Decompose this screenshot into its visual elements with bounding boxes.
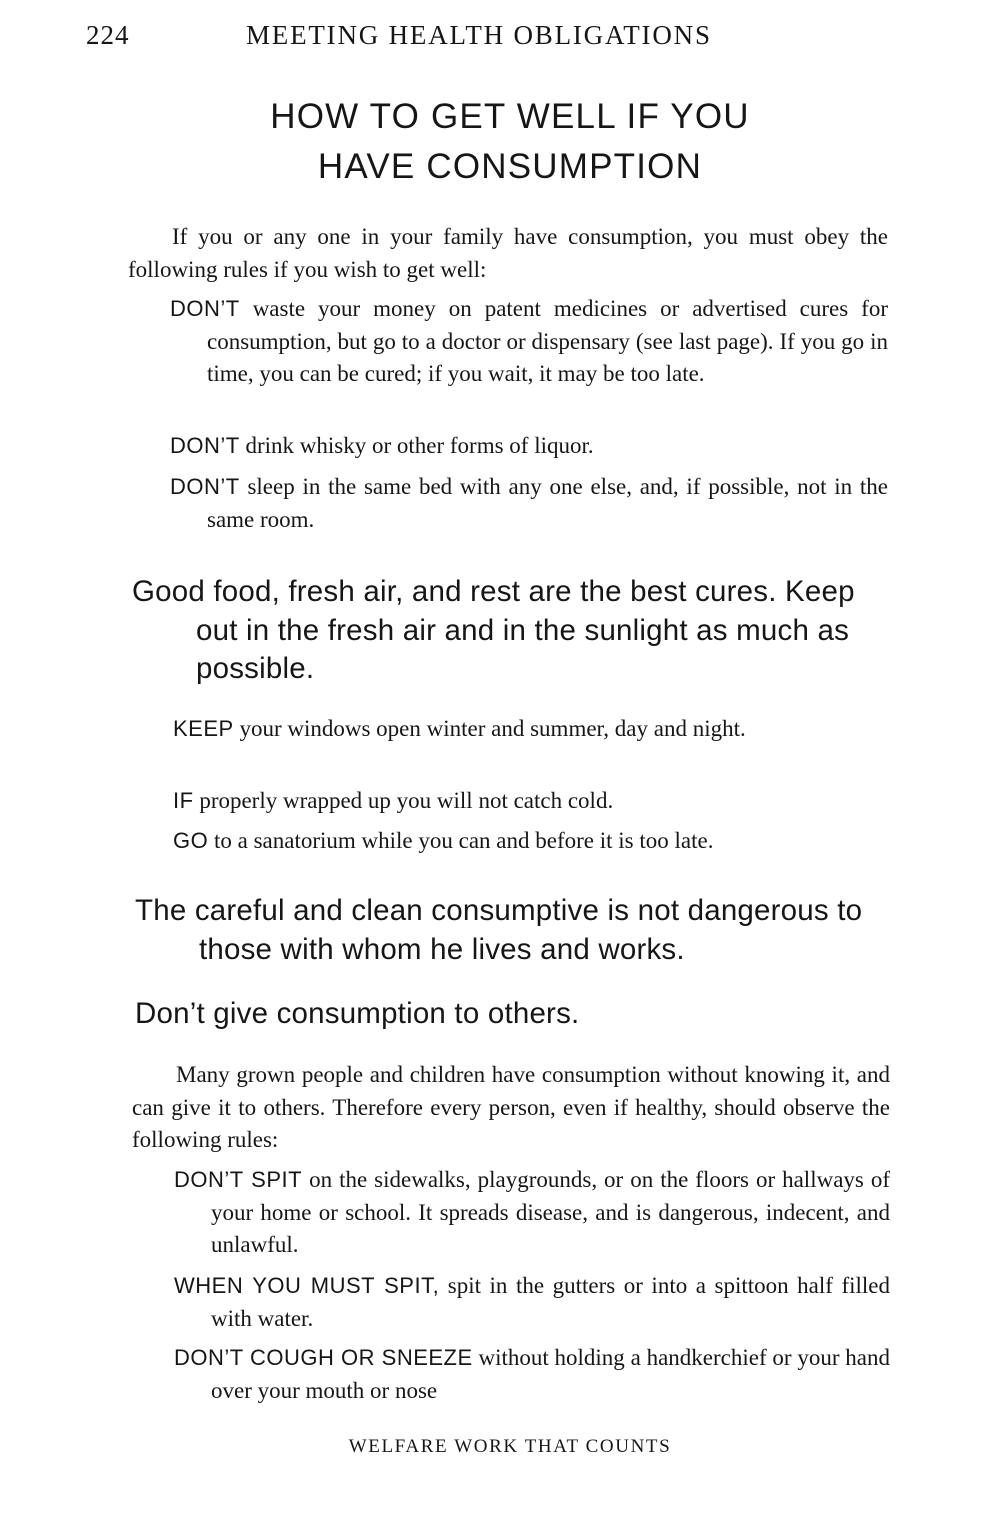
statement-cures: Good food, fresh air, and rest are the best cures. Keep out in the fresh air and in the sunlight as much as possible.: [132, 575, 855, 685]
rule-text: drink whisky or other forms of liquor.: [239, 433, 594, 458]
rule-text: without holding a handkerchief or your hand over your mouth or nose: [211, 1345, 891, 1403]
statement-careful: The careful and clean consumptive is not dangerous to those with whom he lives and works.: [135, 894, 863, 966]
rule-text: sleep in the same bed with any one else, and, if possible, not in the same room.: [207, 474, 888, 532]
page-number: 224: [86, 20, 130, 50]
rule-text: to a sanatorium while you can and before it is too late.: [208, 828, 714, 853]
rule-item: [174, 1342, 890, 1407]
running-title: MEETING HEALTH OBLIGATIONS: [246, 20, 712, 50]
running-head: [0, 16, 1000, 56]
rule-text: your windows open winter and summer, day and night.: [233, 716, 746, 741]
rule-text: on the sidewalks, playgrounds, or on the floors or hallways of your home or school. It spreads disease, and is dangerous, indecent, and unlawful.: [211, 1167, 891, 1257]
rule-lead: DON’T COUGH OR SNEEZE: [174, 1345, 473, 1370]
intro-others-paragraph: Many grown people and children have consumption without knowing it, and can give it to others. Therefore every person, even if healthy, should observe the following rules:: [132, 1062, 890, 1152]
rule-item: [173, 825, 890, 858]
rule-item: [170, 471, 888, 536]
rule-lead: IF: [173, 788, 194, 813]
page-title-line-1: HOW TO GET WELL IF YOU: [270, 97, 750, 136]
rule-text: spit in the gutters or into a spittoon half filled with water.: [211, 1273, 890, 1331]
rule-text: properly wrapped up you will not catch cold.: [193, 788, 614, 813]
rule-lead: KEEP: [173, 716, 234, 741]
intro-paragraph: If you or any one in your family have consumption, you must obey the following rules if you wish to get well:: [128, 224, 888, 282]
rule-item: [170, 293, 888, 391]
rule-lead: DON’T SPIT: [174, 1167, 303, 1192]
statement-dont-give: Don’t give consumption to others.: [135, 997, 580, 1030]
rule-item: [173, 713, 890, 746]
page-title: [0, 92, 1000, 192]
page-footer: WELFARE WORK THAT COUNTS: [348, 1436, 672, 1457]
rule-item: [170, 430, 888, 463]
rule-item: [173, 785, 890, 818]
rule-item: [174, 1270, 890, 1335]
rule-lead: WHEN YOU MUST SPIT,: [174, 1273, 440, 1298]
rule-text: waste your money on patent medicines or advertised cures for consumption, but go to a doctor or dispensary (see last page). If you go in time, you can be cured; if you wait, it may be too late.: [207, 296, 888, 386]
rule-item: [174, 1164, 890, 1262]
rule-lead: DON’T: [170, 474, 240, 499]
rule-lead: DON’T: [170, 433, 240, 458]
rule-lead: DON’T: [170, 296, 240, 321]
page-title-line-2: HAVE CONSUMPTION: [317, 147, 703, 186]
rule-lead: GO: [173, 828, 209, 853]
